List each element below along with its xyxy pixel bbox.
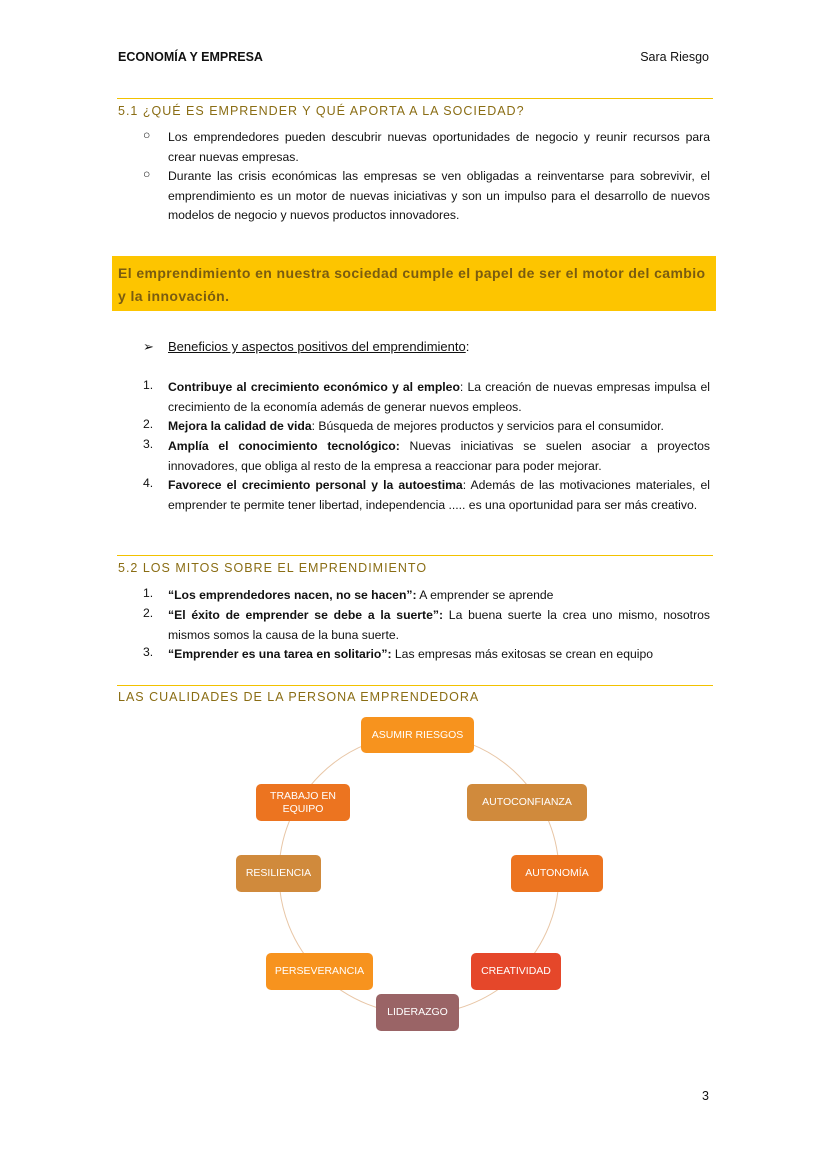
list-item-bold: Favorece el crecimiento personal y la autoestima	[168, 478, 463, 492]
header-author: Sara Riesgo	[640, 50, 709, 64]
section-heading: 5.1 ¿QUÉ ES EMPRENDER Y QUÉ APORTA A LA SOCIEDAD?	[118, 104, 525, 118]
list-item-text: : Búsqueda de mejores productos y servicios para el consumidor.	[311, 419, 664, 433]
list-number: 1.	[143, 586, 154, 600]
list-item-bold: Mejora la calidad de vida	[168, 419, 312, 433]
list-item-bold: “Los emprendedores nacen, no se hacen”:	[168, 588, 417, 602]
list-number: 2.	[143, 606, 154, 620]
list-number: 4.	[143, 476, 154, 490]
list-item-bold: “El éxito de emprender se debe a la suerte”:	[168, 608, 444, 622]
header-title: ECONOMÍA Y EMPRESA	[118, 50, 263, 64]
bullet-text: Los emprendedores pueden descubrir nuevas oportunidades de negocio y reunir recursos para crear nuevas empresas.	[168, 130, 710, 164]
list-item-bold: Contribuye al crecimiento económico y al empleo	[168, 380, 460, 394]
list-item-text: : Además de las motivaciones materiales, el emprender te permite tener libertad, independencia ..... es una oportunidad para ser más creativo.	[168, 478, 710, 512]
bullet-text: Durante las crisis económicas las empresas se ven obligadas a reinventarse para sobrevivir, el emprendimiento es un motor de nuevas iniciativas y son un impulso para el desarrollo de nuevos modelos de negocio y nuevos productos innovadores.	[168, 169, 710, 222]
list-number: 3.	[143, 437, 154, 451]
list-item-text: Nuevas iniciativas se suelen asociar a proyectos innovadores, que obliga al resto de la empresa a reaccionar para poder mejorar.	[168, 439, 710, 473]
subheading-text: Beneficios y aspectos positivos del emprendimiento	[168, 339, 466, 354]
list-number: 1.	[143, 378, 154, 392]
bullet-icon: ○	[143, 167, 151, 181]
list-item-text: : La creación de nuevas empresas impulsa el crecimiento de la economía además de generar nuevos empleos.	[168, 380, 710, 414]
bullet-icon: ○	[143, 128, 151, 142]
section-heading: 5.2 LOS MITOS SOBRE EL EMPRENDIMIENTO	[118, 561, 428, 575]
quality-box: LIDERAZGO	[376, 994, 459, 1031]
list-item-text: A emprender se aprende	[416, 588, 554, 602]
quality-box: CREATIVIDAD	[471, 953, 561, 990]
callout-box: El emprendimiento en nuestra sociedad cumple el papel de ser el motor del cambio y la innovación.	[112, 256, 716, 311]
quality-box: ASUMIR RIESGOS	[361, 717, 474, 753]
section-heading: LAS CUALIDADES DE LA PERSONA EMPRENDEDORA	[118, 690, 480, 704]
subheading-colon: :	[465, 339, 470, 354]
quality-box: PERSEVERANCIA	[266, 953, 373, 990]
list-item-text: La buena suerte la crea uno mismo, nosotros mismos somos la causa de la buna suerte.	[168, 608, 710, 642]
quality-box: AUTOCONFIANZA	[467, 784, 587, 821]
quality-box: AUTONOMÍA	[511, 855, 603, 892]
list-number: 3.	[143, 645, 154, 659]
quality-box: TRABAJO EN EQUIPO	[256, 784, 350, 821]
list-number: 2.	[143, 417, 154, 431]
list-item-bold: “Emprender es una tarea en solitario”:	[168, 647, 392, 661]
arrow-bullet-icon: ➢	[143, 339, 154, 354]
list-item-bold: Amplía el conocimiento tecnológico:	[168, 439, 400, 453]
list-item-text: Las empresas más exitosas se crean en equipo	[391, 647, 654, 661]
page-number: 3	[702, 1089, 709, 1103]
quality-box: RESILIENCIA	[236, 855, 321, 892]
